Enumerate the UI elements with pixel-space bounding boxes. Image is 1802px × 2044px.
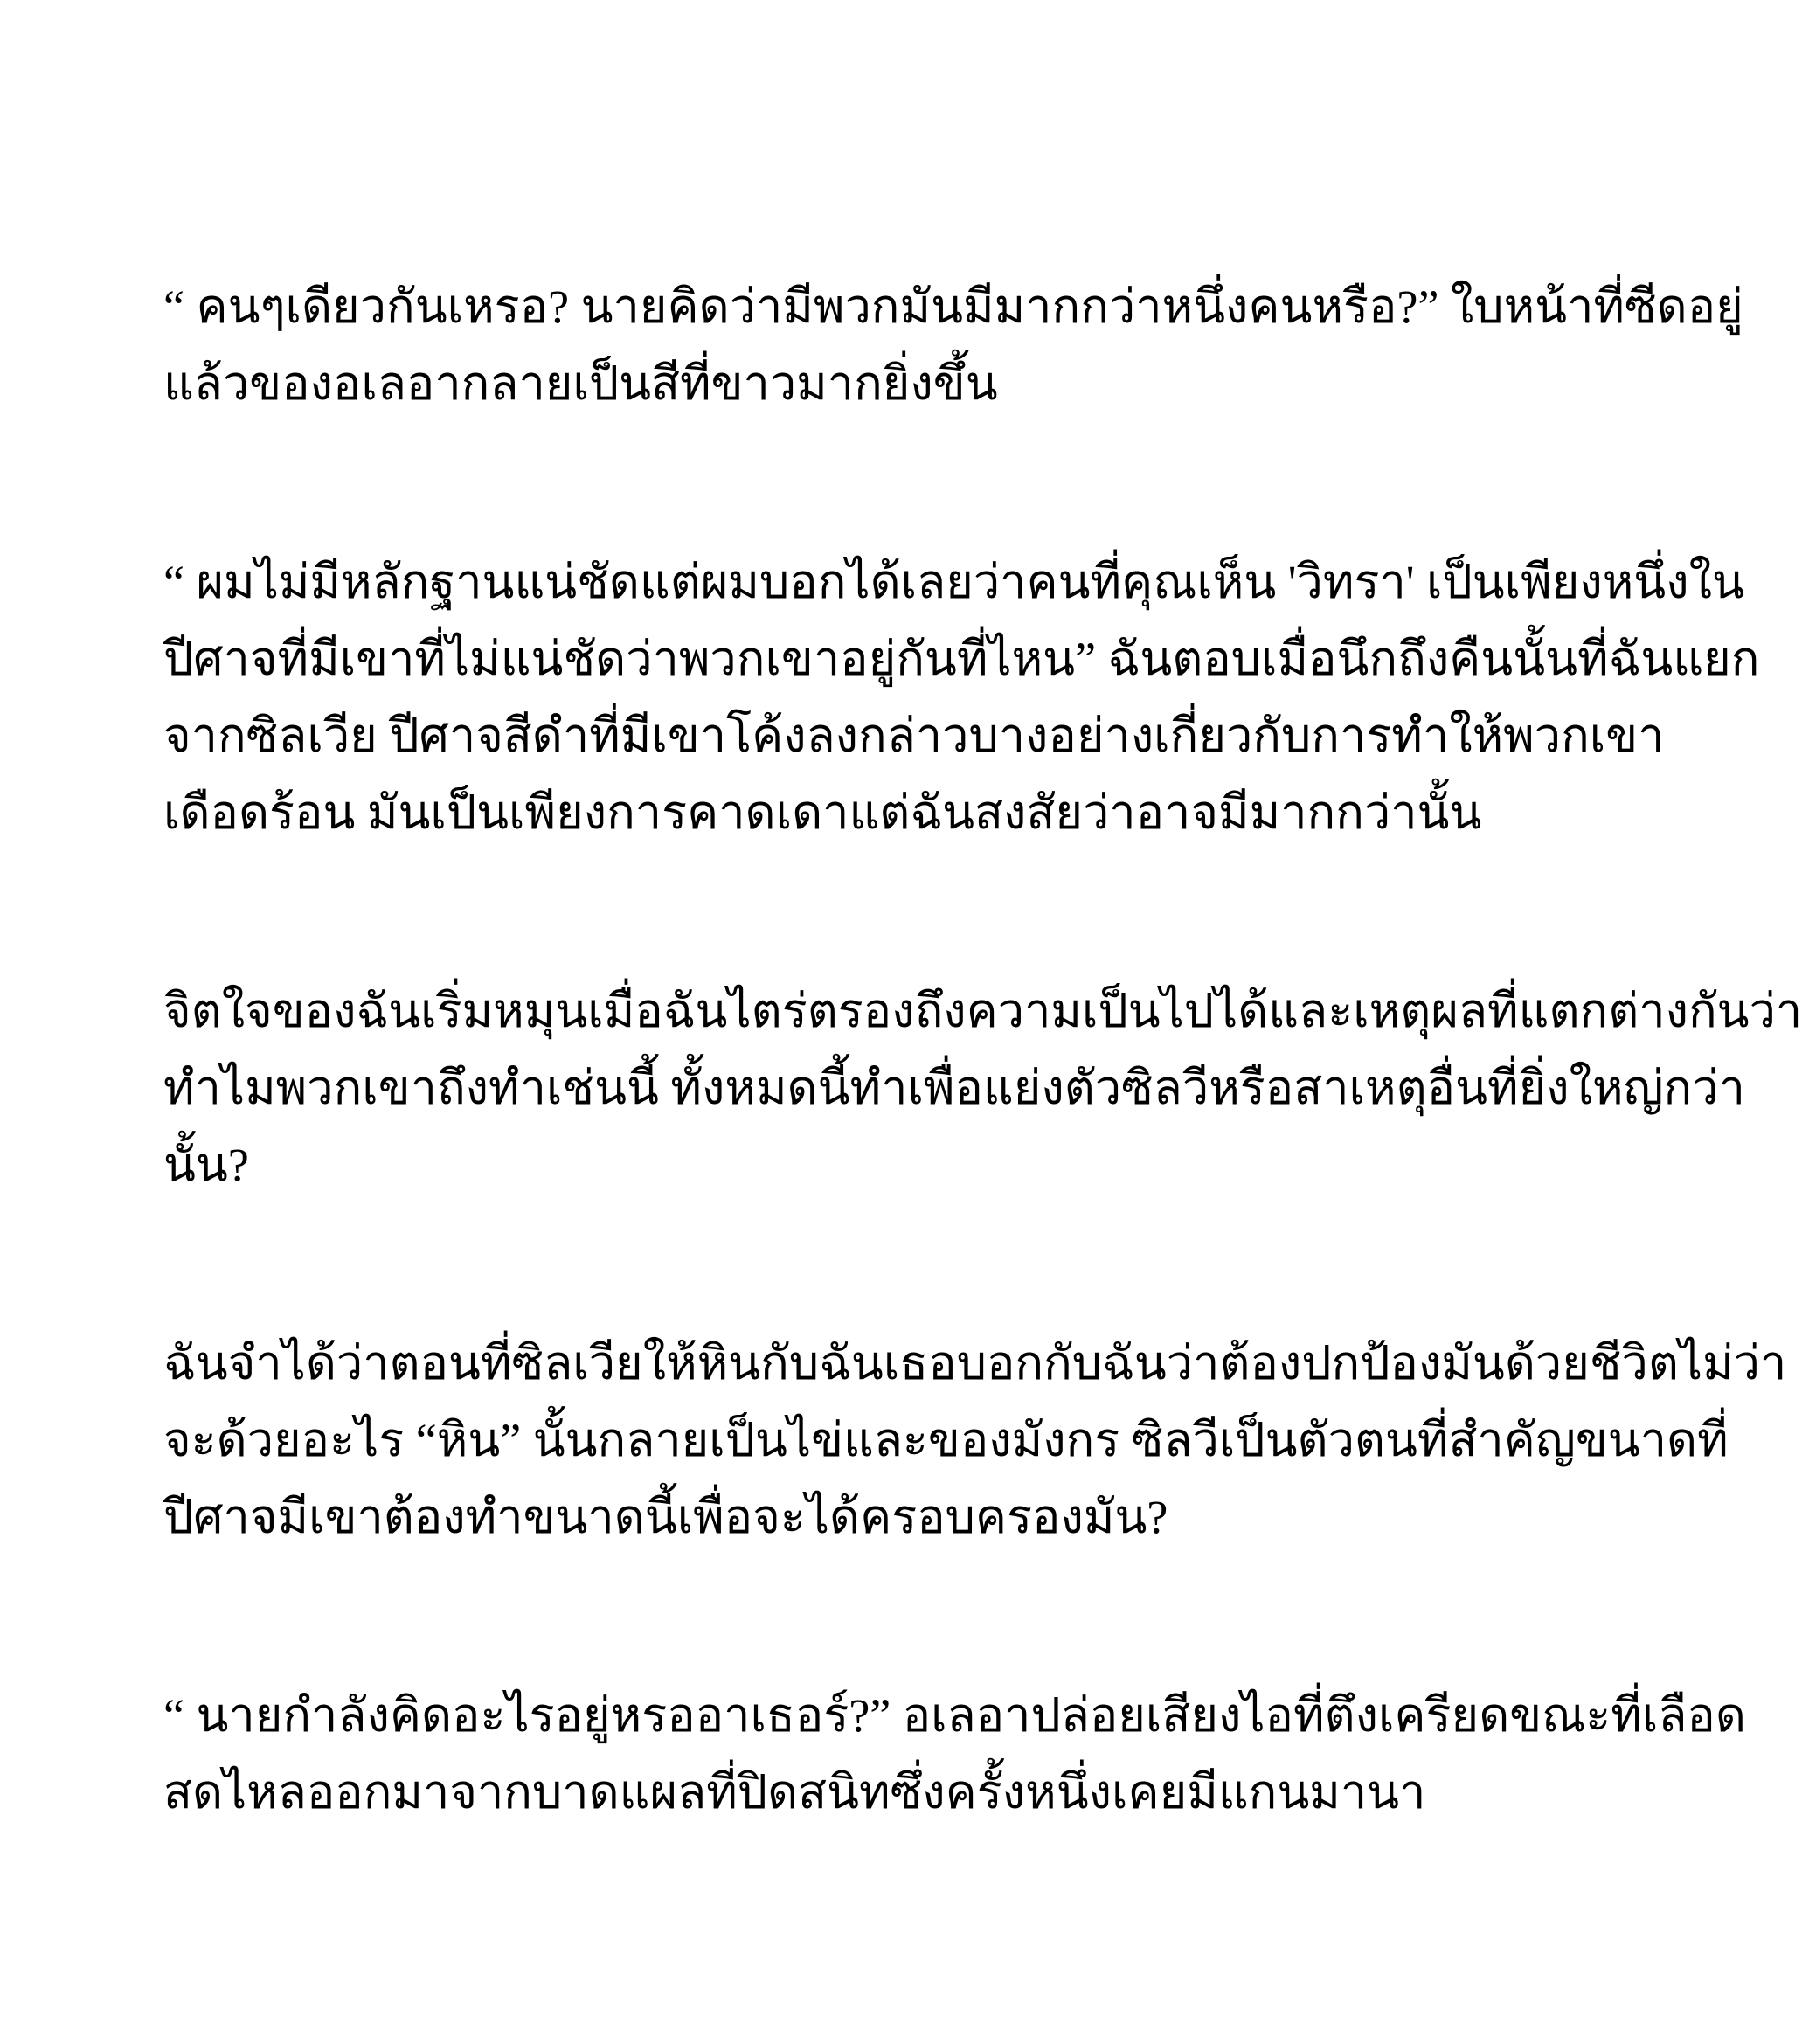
paragraph-dialogue-3 [163, 1677, 1746, 1831]
text-line: แล้วของอเลอากลายเป็นสีที่ขาวมากยิ่งขึ้น [163, 357, 998, 410]
paragraph-dialogue-1 [163, 268, 1743, 422]
text-line: “ คนๆเดียวกันเหรอ? นายคิดว่ามีพวกมันมีมากกว่าหนึ่งคนหรือ?” ใบหน้าที่ซีดอยู่ [163, 281, 1743, 333]
text-line: สดไหลออกมาจากบาดแผลที่ปิดสนิทซึ่งครั้งหนึ่งเคยมีแกนมานา [163, 1766, 1426, 1819]
paragraph-dialogue-2 [163, 544, 1760, 851]
text-line: จากซิลเวีย ปีศาจสีดำที่มีเขาโค้งลงกล่าวบางอย่างเกี่ยวกับการทำให้พวกเขา [163, 710, 1665, 762]
text-line: ฉันจำได้ว่าตอนที่ซิลเวียให้หินกับฉันเธอบอกกับฉันว่าต้องปกป้องมันด้วยชีวิตไม่ว่า [163, 1337, 1787, 1389]
text-line: ปีศาจมีเขาต้องทำขนาดนี้เพื่อจะได้ครอบครองมัน? [163, 1491, 1168, 1543]
text-line: นั้น? [163, 1139, 249, 1191]
text-line: ทำไมพวกเขาถึงทำเช่นนี้ ทั้งหมดนี้ทำเพื่อแย่งตัวซิลวีหรือสาเหตุอื่นที่ยิ่งใหญ่กว่า [163, 1062, 1745, 1114]
text-line: “ ผมไม่มีหลักฐานแน่ชัดแต่ผมบอกได้เลยว่าคนที่คุณเห็น 'วิทรา' เป็นเพียงหนึ่งใน [163, 556, 1744, 608]
text-line: “ นายกำลังคิดอะไรอยู่หรออาเธอร์?” อเลอาปล่อยเสียงไอที่ตึงเครียดขณะที่เลือด [163, 1689, 1746, 1742]
text-line: จิตใจของฉันเริ่มหมุนเมื่อฉันไตร่ตรองถึงความเป็นไปได้และเหตุผลที่แตกต่างกันว่า [163, 985, 1802, 1037]
text-line: เดือดร้อน มันเป็นเพียงการคาดเดาแต่ฉันสงสัยว่าอาจมีมากกว่านั้น [163, 786, 1482, 839]
paragraph-narration-1 [163, 973, 1802, 1203]
paragraph-narration-2 [163, 1325, 1787, 1556]
text-line: จะด้วยอะไร “หิน” นั้นกลายเป็นไข่และของมังกร ซิลวีเป็นตัวตนที่สำคัญขนาดที่ [163, 1414, 1729, 1466]
text-line: ปีศาจที่มีเขาที่ไม่แน่ชัดว่าพวกเขาอยู่กันที่ไหน” ฉันตอบเมื่อนึกถึงคืนนั้นที่ฉันแยก [163, 633, 1760, 685]
